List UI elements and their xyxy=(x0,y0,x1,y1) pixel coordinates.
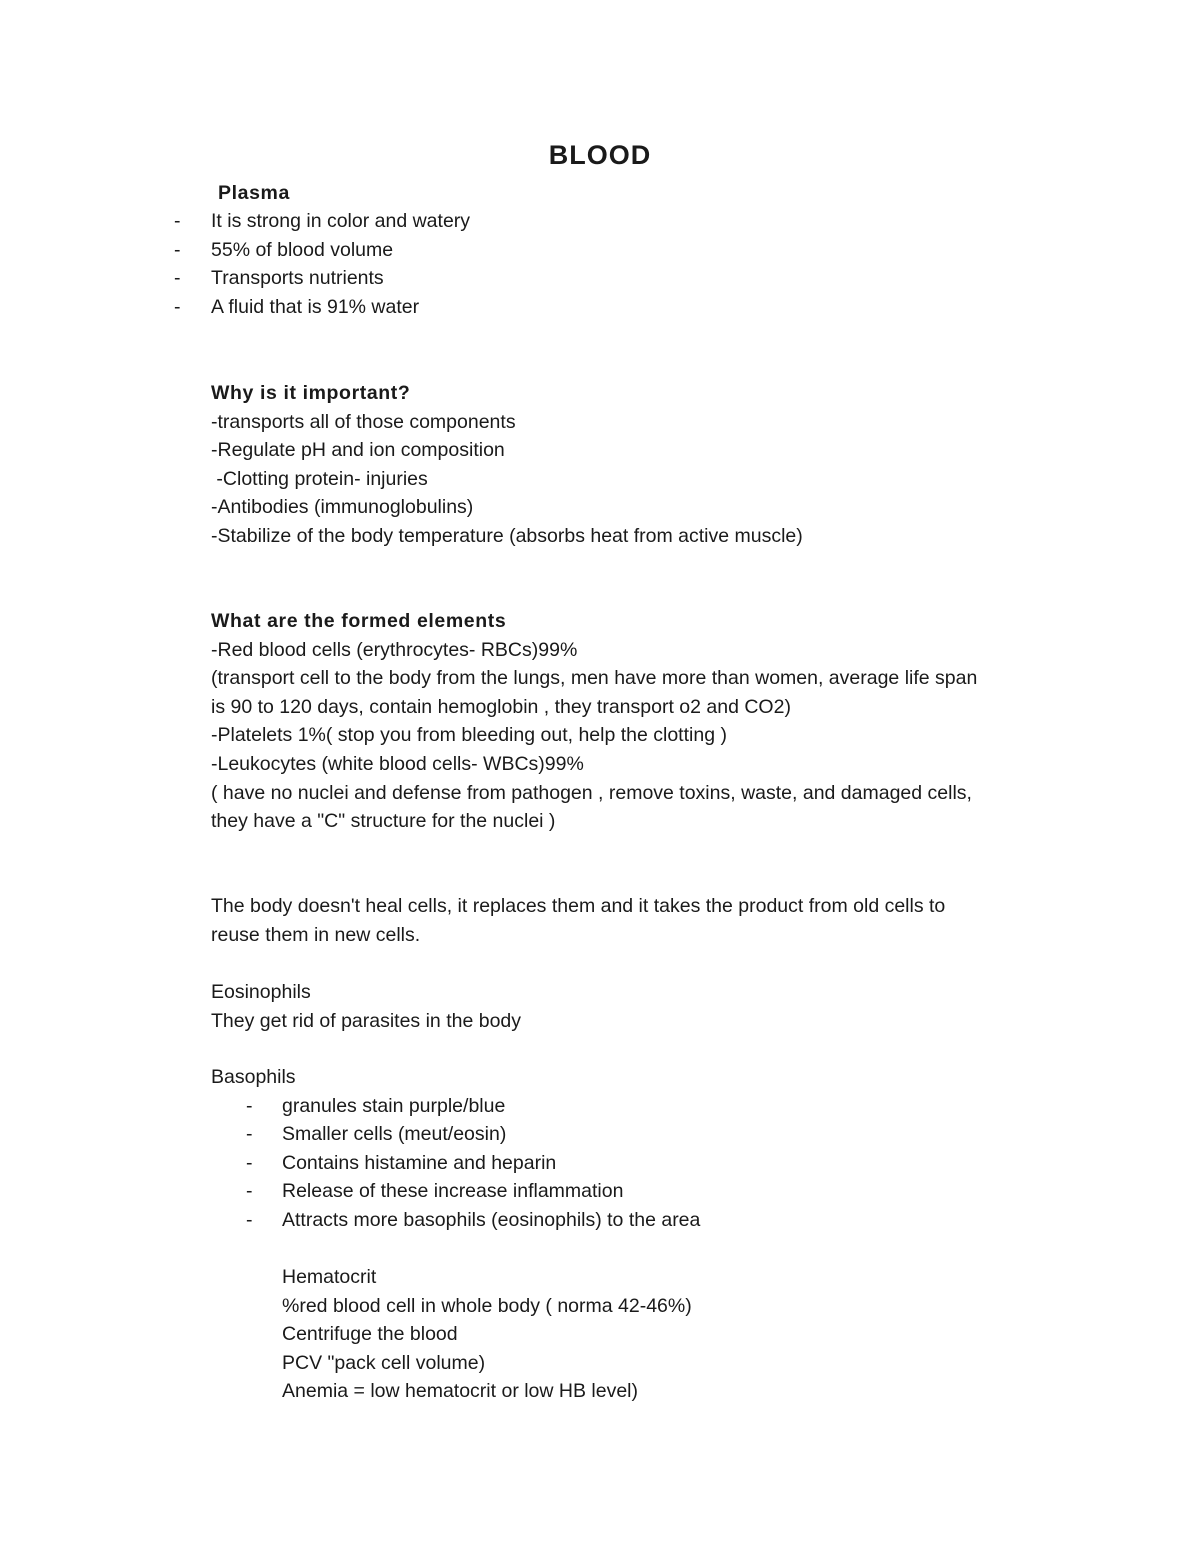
importance-line: -Clotting protein- injuries xyxy=(211,467,428,490)
bullet-dash: - xyxy=(174,238,181,261)
importance-line: -Regulate pH and ion composition xyxy=(211,439,505,462)
bullet-dash: - xyxy=(246,1180,253,1203)
basophils-item-text: granules stain purple/blue xyxy=(282,1094,506,1117)
formed-elements-line: ( have no nuclei and defense from pathogen , remove toxins, waste, and damaged cells, xyxy=(211,781,972,804)
importance-line: -Antibodies (immunoglobulins) xyxy=(211,496,474,519)
hematocrit-line: %red blood cell in whole body ( norma 42-46%) xyxy=(282,1294,692,1317)
formed-elements-line: they have a "C" structure for the nuclei ) xyxy=(211,810,556,833)
basophils-item-text: Release of these increase inflammation xyxy=(282,1180,624,1203)
formed-elements-line: -Leukocytes (white blood cells- WBCs)99% xyxy=(211,753,584,775)
basophils-item-text: Smaller cells (meut/eosin) xyxy=(282,1123,507,1146)
hematocrit-heading: Hematocrit xyxy=(282,1266,377,1288)
healing-line: The body doesn't heal cells, it replaces them and it takes the product from old cells to xyxy=(211,895,946,917)
plasma-item-text: 55% of blood volume xyxy=(211,238,394,261)
formed-elements-line: is 90 to 120 days, contain hemoglobin , they transport o2 and CO2) xyxy=(211,695,791,718)
hematocrit-line: Anemia = low hematocrit or low HB level) xyxy=(282,1380,639,1403)
document-title: BLOOD xyxy=(548,140,652,170)
formed-elements-line: (transport cell to the body from the lungs, men have more than women, average life span xyxy=(211,667,978,690)
basophils-item-text: Attracts more basophils (eosinophils) to the area xyxy=(282,1209,701,1231)
bullet-dash: - xyxy=(246,1094,253,1117)
hematocrit-line: Centrifuge the blood xyxy=(282,1323,458,1346)
hematocrit-line: PCV "pack cell volume) xyxy=(282,1351,486,1374)
formed-elements-line: -Red blood cells (erythrocytes- RBCs)99% xyxy=(211,638,578,661)
plasma-item-text: It is strong in color and watery xyxy=(211,210,471,232)
plasma-item-text: A fluid that is 91% water xyxy=(211,295,420,318)
eosinophils-text: They get rid of parasites in the body xyxy=(211,1009,522,1032)
basophils-item-text: Contains histamine and heparin xyxy=(282,1151,557,1174)
plasma-heading: Plasma xyxy=(218,182,290,204)
bullet-dash: - xyxy=(174,295,181,318)
importance-line: -Stabilize of the body temperature (absorbs heat from active muscle) xyxy=(211,525,803,547)
bullet-dash: - xyxy=(246,1151,253,1174)
importance-heading: Why is it important? xyxy=(211,382,411,404)
basophils-heading: Basophils xyxy=(211,1066,296,1088)
bullet-dash: - xyxy=(246,1209,253,1231)
bullet-dash: - xyxy=(246,1123,253,1146)
plasma-item-text: Transports nutrients xyxy=(211,267,384,290)
eosinophils-heading: Eosinophils xyxy=(211,981,311,1003)
healing-line: reuse them in new cells. xyxy=(211,923,421,946)
importance-line: -transports all of those components xyxy=(211,410,516,433)
bullet-dash: - xyxy=(174,210,181,232)
bullet-dash: - xyxy=(174,267,181,290)
formed-elements-heading: What are the formed elements xyxy=(211,610,507,632)
formed-elements-line: -Platelets 1%( stop you from bleeding out, help the clotting ) xyxy=(211,724,727,747)
